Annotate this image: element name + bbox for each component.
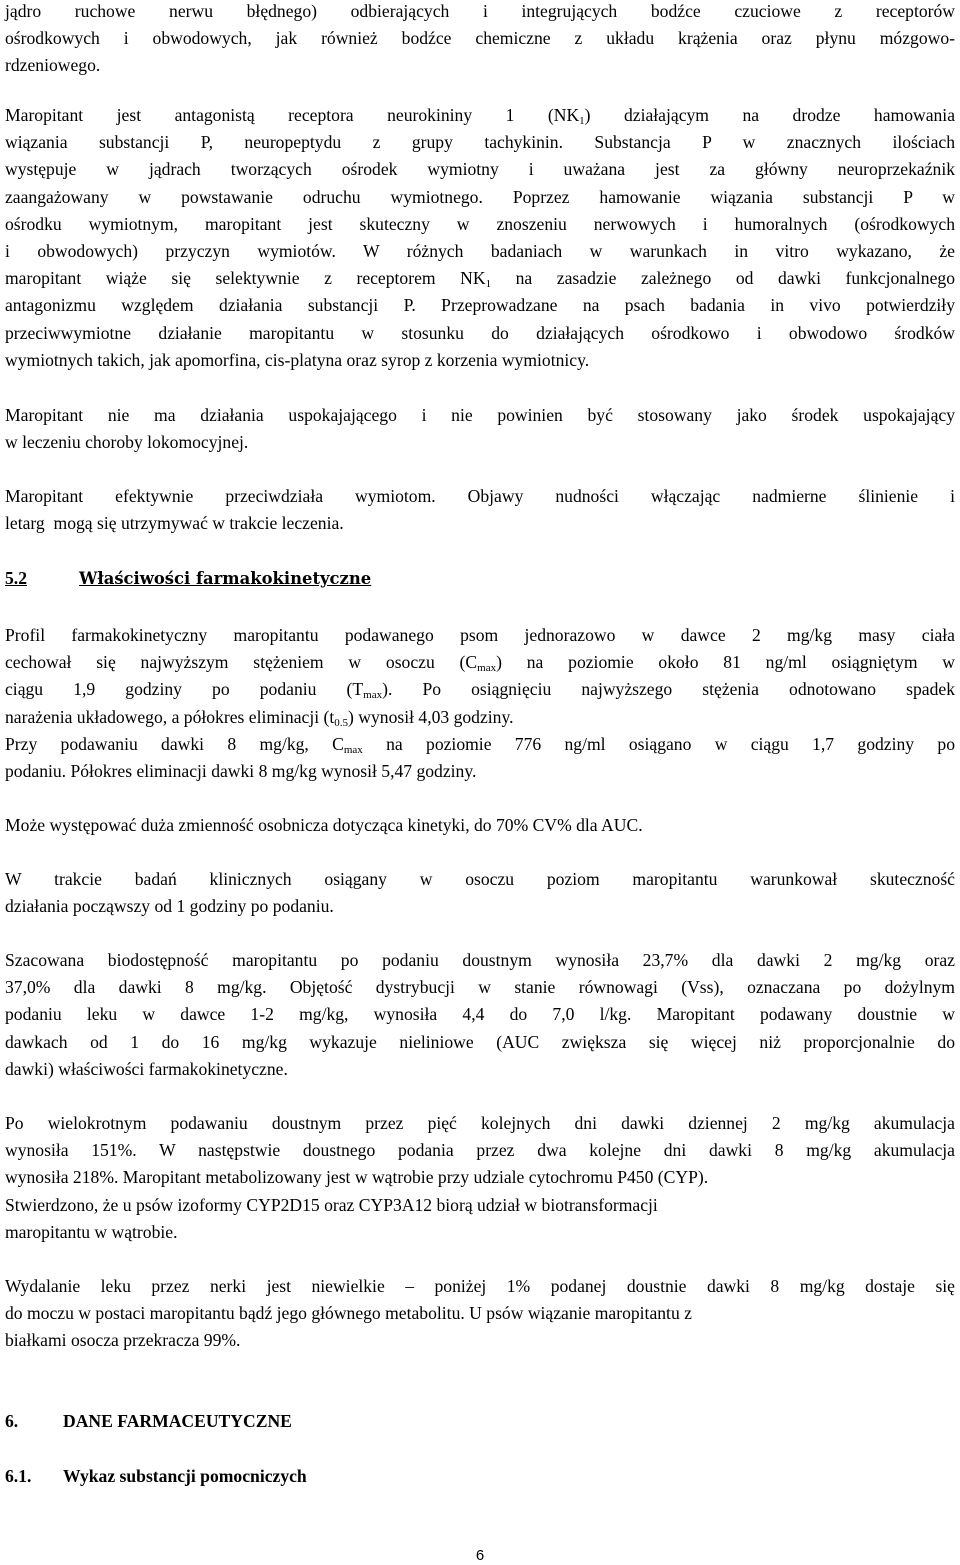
text-line: Przy podawaniu dawki 8 mg/kg, $C_{max}$ na poziomie 776 ng/ml osiągano w ciągu 1,7 godziny po [5, 733, 955, 756]
text-line: białkami osocza przekracza 99%. [5, 1330, 241, 1351]
text-line: cechował się najwyższym stężeniem w osoczu $(C_{max})$ na poziomie około 81 ng/ml osiągniętym w [5, 652, 956, 675]
text-line: Maropitant jest antagonistą receptora neurokininy 1 $(NK_1)$ działającym na drodze hamowania [5, 105, 955, 127]
text-line: ciągu 1,9 godziny po podaniu $(T_{max})$. Po osiągnięciu najwyższego stężenia odnotowano spadek [5, 679, 955, 702]
text-line: występuje w jądrach tworzących ośrodek wymiotny i uważana jest za główny neuroprzekaźnik [5, 159, 955, 180]
text-line: ośrodku wymiotnym, maropitant jest skuteczny w znoszeniu nerwowych i humoralnych (ośrodkowych [5, 213, 955, 234]
paragraph-sedation [5, 402, 955, 456]
text-line: Po wielokrotnym podawaniu doustnym przez pięć kolejnych dni dawki dziennej 2 mg/kg akumulacja [5, 1113, 955, 1133]
text-line: ośrodkowych i obwodowych, jak również bodźce chemiczne z układu krążenia oraz płynu mózgowo- [5, 28, 955, 49]
text-line: Wydalanie leku przez nerki jest niewielkie – poniżej 1% podanej doustnie dawki 8 mg/kg dostaje się [5, 1276, 955, 1296]
paragraph-bioavailability [5, 947, 955, 1083]
text-line: Profil farmakokinetyczny maropitantu podawanego psom jednorazowo w dawce 2 mg/kg masy ciała [5, 625, 955, 645]
text-line: podaniu. Półokres eliminacji dawki 8 mg/kg wynosił 5,47 godziny. [5, 761, 477, 782]
section-title: DANE FARMACEUTYCZNE [63, 1411, 292, 1431]
text-line: Może występować duża zmienność osobnicza dotycząca kinetyki, do 70% CV% dla AUC. [5, 815, 643, 835]
section-number: 6. [5, 1411, 19, 1431]
text-line: antagonizmu względem działania substancji P. Przeprowadzane na psach badania in vivo potwierdziły [5, 295, 955, 316]
text-line: Stwierdzono, że u psów izoformy CYP2D15 oraz CYP3A12 biorą udział w biotransformacji [5, 1194, 658, 1215]
text-line: w leczeniu choroby lokomocyjnej. [5, 432, 249, 453]
text-line: do moczu w postaci maropitantu bądź jego głównego metabolitu. U psów wiązanie maropitantu z [5, 1303, 692, 1324]
text-line: 37,0% dla dawki 8 mg/kg. Objętość dystrybucji w stanie równowagi (Vss), oznaczana po dożylnym [5, 977, 955, 998]
text-line: podaniu leku w dawce 1-2 mg/kg, wynosiła 4,4 do 7,0 l/kg. Maropitant podawany doustnie w [5, 1004, 955, 1025]
paragraph-clinical-trials [5, 866, 955, 920]
text-line: narażenia układowego, a półokres eliminacji $(t_{0.5})$ wynosił 4,03 godziny. [5, 706, 514, 729]
section-title: Właściwości farmakokinetyczne [79, 569, 372, 588]
page-number: 6 [475, 1547, 485, 1564]
paragraph-mechanism [5, 102, 955, 374]
text-line: wynosiła 218%. Maropitant metabolizowany jest w wątrobie przy udziale cytochromu P450 (CYP). [5, 1167, 709, 1188]
paragraph-variability [5, 812, 955, 839]
section-heading-5-2 [5, 568, 371, 589]
text-line: działania począwszy od 1 godziny po podaniu. [5, 896, 334, 917]
paragraph-intro-continuation [5, 0, 955, 80]
text-line: dawki) właściwości farmakokinetyczne. [5, 1058, 288, 1079]
paragraph-accumulation-metabolism [5, 1110, 955, 1246]
text-line: przeciwwymiotne działanie maropitantu w stosunku do działających ośrodkowo i obwodowo środków [5, 322, 955, 343]
text-line: letarg mogą się utrzymywać w trakcie leczenia. [5, 513, 344, 534]
text-line: Maropitant nie ma działania uspokajającego i nie powinien być stosowany jako środek uspokajający [5, 405, 955, 425]
paragraph-pharmacokinetic-profile [5, 622, 955, 785]
section-heading-6-1 [5, 1466, 307, 1487]
text-line: jądro ruchowe nerwu błędnego) odbierających i integrujących bodźce czuciowe z receptorów [5, 1, 955, 21]
text-line: W trakcie badań klinicznych osiągany w osoczu poziom maropitantu warunkował skuteczność [5, 869, 955, 889]
text-line: wynosiła 151%. W następstwie doustnego podania przez dwa kolejne dni dawki 8 mg/kg akumulacja [5, 1140, 955, 1161]
text-line: Szacowana biodostępność maropitantu po podaniu doustnym wynosiła 23,7% dla dawki 2 mg/kg oraz [5, 950, 955, 970]
text-line: maropitant wiąże się selektywnie z receptorem $NK_1$ na zasadzie zależnego od dawki funkcjonalnego [5, 268, 955, 291]
section-number: 5.2 [5, 568, 27, 588]
text-line: Maropitant efektywnie przeciwdziała wymiotom. Objawy nudności włączając nadmierne ślinienie i [5, 486, 955, 506]
text-line: zaangażowany w powstawanie odruchu wymiotnego. Poprzez hamowanie wiązania substancji P w [5, 186, 955, 207]
text-line: wiązania substancji P, neuropeptydu z grupy tachykinin. Substancja P w znacznych ilościach [5, 132, 955, 153]
paragraph-excretion [5, 1273, 955, 1355]
section-title: Wykaz substancji pomocniczych [63, 1466, 307, 1486]
paragraph-efficacy [5, 483, 955, 537]
text-line: dawkach od 1 do 16 mg/kg wykazuje nieliniowe (AUC zwiększa się więcej niż proporcjonalnie do [5, 1031, 955, 1052]
section-number: 6.1. [5, 1466, 32, 1486]
text-line: maropitantu w wątrobie. [5, 1221, 178, 1242]
text-line: wymiotnych takich, jak apomorfina, cis-platyna oraz syrop z korzenia wymiotnicy. [5, 349, 590, 370]
text-line: rdzeniowego. [5, 55, 101, 76]
text-line: i obwodowych) przyczyn wymiotów. W różnych badaniach w warunkach in vitro wykazano, że [5, 241, 955, 262]
section-heading-6 [5, 1411, 292, 1432]
